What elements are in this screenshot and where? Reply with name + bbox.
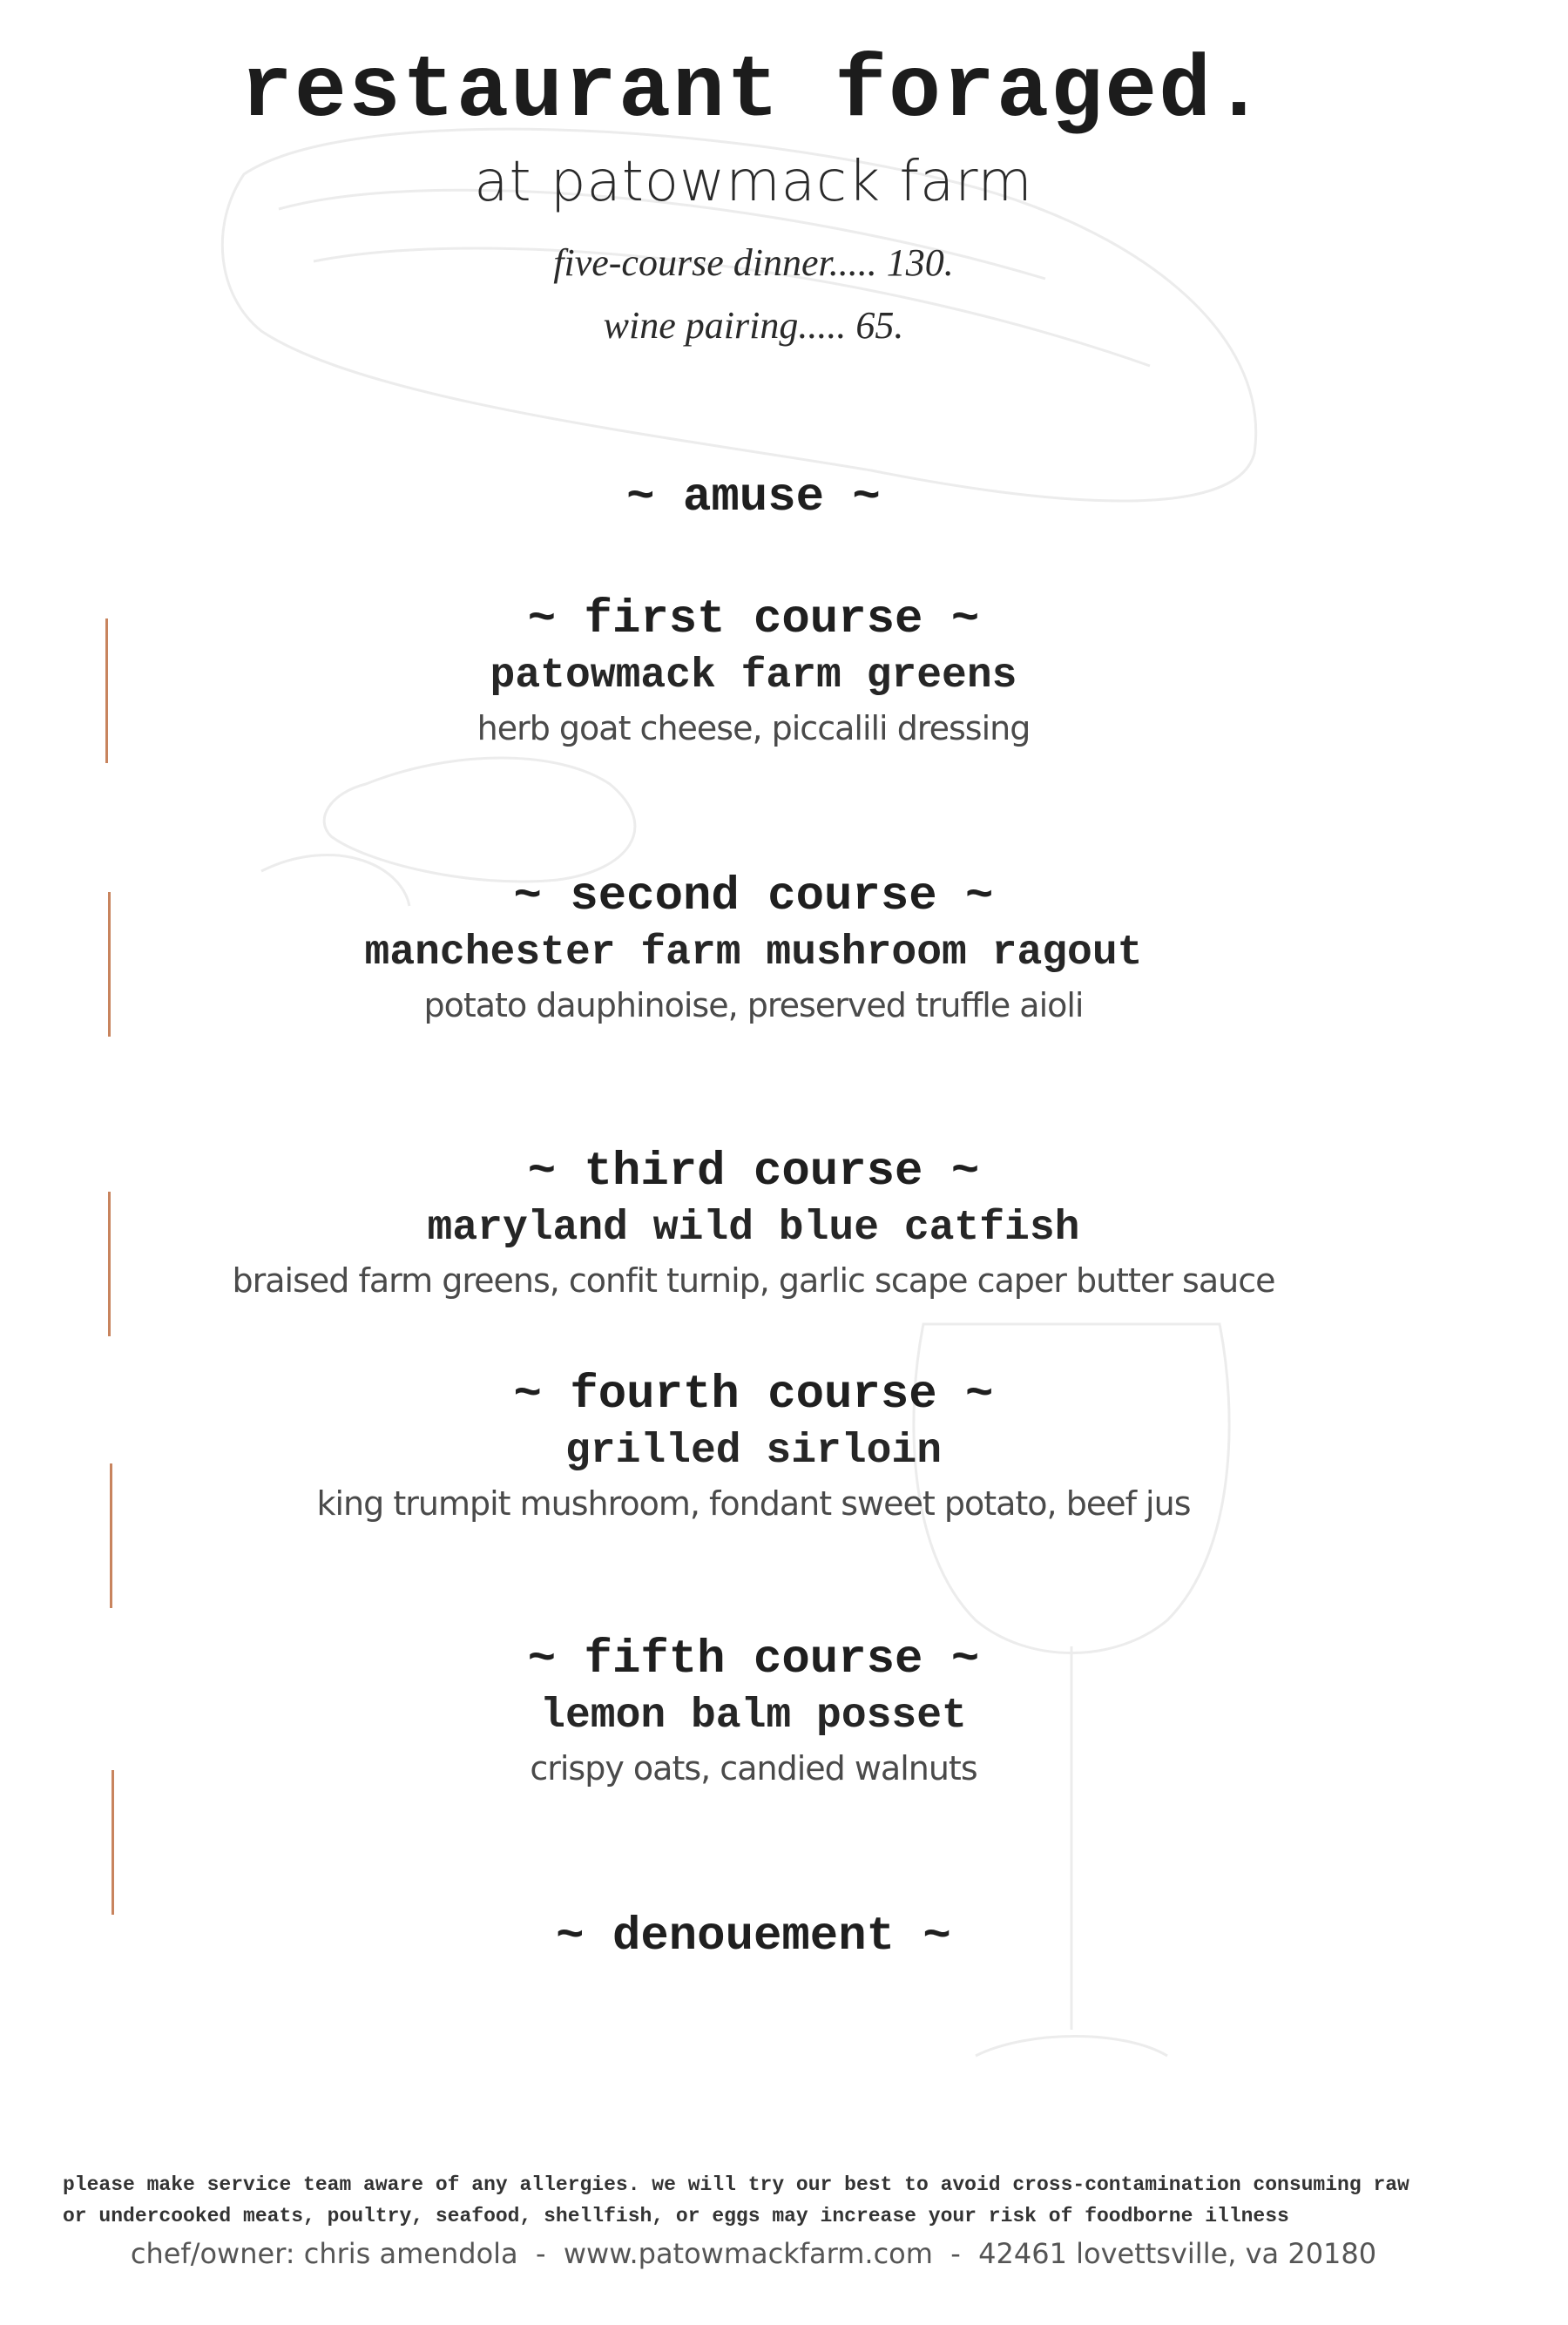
course-second	[0, 869, 1507, 1030]
contact-info: chef/owner: chris amendola - www.patowmackfarm.com - 42461 lovettsville, va 20180	[130, 2237, 1377, 2270]
dish-name: manchester farm mushroom ragout	[364, 929, 1143, 977]
course-amuse	[0, 470, 1507, 526]
course-third	[0, 1145, 1507, 1305]
course-fifth	[0, 1632, 1507, 1793]
course-heading: ~ fourth course ~	[513, 1369, 994, 1422]
course-fourth	[0, 1368, 1507, 1528]
course-denouement	[0, 1909, 1507, 1965]
course-heading: ~ second course ~	[513, 870, 994, 923]
dish-description: crispy oats, candied walnuts	[530, 1749, 977, 1788]
restaurant-location: at patowmack farm	[474, 150, 1033, 214]
allergy-notice-line: or undercooked meats, poultry, seafood, shellfish, or eggs may increase your risk of foodborne illness	[63, 2205, 1289, 2227]
dish-description: potato dauphinoise, preserved truffle aioli	[423, 986, 1084, 1024]
dish-name: maryland wild blue catfish	[427, 1205, 1080, 1252]
course-first	[0, 592, 1507, 753]
restaurant-name: restaurant foraged.	[240, 44, 1267, 142]
wine-pairing-price: wine pairing..... 65.	[603, 304, 904, 347]
course-heading: ~ amuse ~	[626, 471, 881, 524]
dish-description: herb goat cheese, piccalili dressing	[476, 709, 1031, 747]
course-heading: ~ fifth course ~	[527, 1633, 980, 1686]
dish-description: braised farm greens, confit turnip, garlic scape caper butter sauce	[232, 1261, 1275, 1300]
course-heading: ~ first course ~	[527, 593, 980, 646]
dish-name: lemon balm posset	[540, 1693, 967, 1740]
allergy-notice-line: please make service team aware of any allergies. we will try our best to avoid cross-contamination consuming raw	[63, 2173, 1409, 2196]
course-heading: ~ denouement ~	[556, 1910, 951, 1963]
dinner-price: five-course dinner..... 130.	[553, 241, 954, 284]
course-heading: ~ third course ~	[527, 1146, 980, 1199]
dish-name: grilled sirloin	[564, 1428, 943, 1475]
dish-name: patowmack farm greens	[490, 652, 1017, 700]
dish-description: king trumpit mushroom, fondant sweet potato, beef jus	[316, 1484, 1191, 1523]
course-divider-rule	[112, 1770, 114, 1915]
